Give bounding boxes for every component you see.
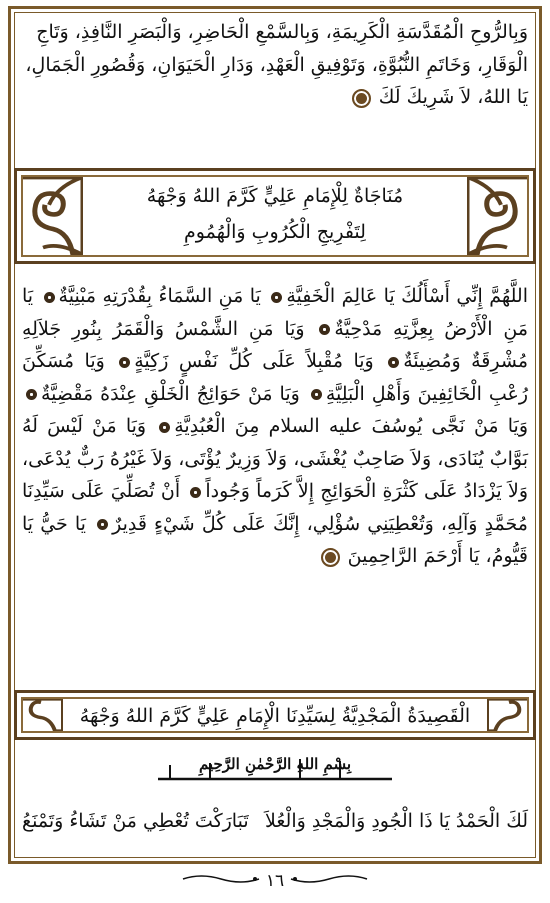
prayer-segment: وَيَا مَنْ حَوَائِجُ الْخَلْقِ عِنْدَهُ مَقْضِيَّةٌ — [41, 382, 300, 405]
arabesque-ornament-icon — [487, 699, 527, 731]
arabesque-ornament-icon — [23, 699, 63, 731]
prayer-segment: وَيَا مُقْبِلاً عَلَى كُلِّ نَفْسٍ زَكِيَّةٍ — [134, 350, 374, 372]
prayer-segment: وَيَا مَنِ الشَّمْسُ وَالْقَمَرُ بِنُورِ جَلاَلِهِ مُشْرِقَةٌ وَمُضِيئَةٌ — [22, 317, 528, 372]
flourish-left-icon — [181, 871, 261, 887]
title-banner-qasida — [14, 690, 536, 740]
text-line — [22, 81, 528, 114]
bullet-icon — [159, 422, 170, 433]
top-paragraph — [22, 16, 528, 114]
prayer-segment: يَا مَنِ السَّمَاءُ بِقُدْرَتِهِ مَبْنِيَّةٌ — [58, 285, 261, 307]
basmala-calligraphy — [150, 753, 400, 795]
poem-hemistich-second: تَبَارَكْتَ تُعْطِي مَنْ تَشَاءُ وَتَمْنَعُ — [22, 810, 249, 832]
prayer-segment: أَنْ تُصَلِّيَ عَلَى سَيِّدِنَا مُحَمَّدٍ وَآلِهِ، وَتُعْطِيَنِي سُؤْلِي، إِنَّكَ عَلَى كُلِّ شَيْءٍ قَدِيرٌ — [22, 480, 528, 535]
flourish-right-icon — [289, 871, 369, 887]
prayer-segment: وَيَا مُسَكِّنَ رُعْبِ الْخَائِفِينَ وَأَهْلِ الْبَلِيَّةِ — [22, 350, 528, 405]
banner-title-line: الْقَصِيدَةُ الْمَجْدِيَّةُ لِسَيِّدِنَا الْإِمَامِ عَلِيٍّ كَرَّمَ اللهُ وَجْهَهُ — [79, 705, 471, 727]
bullet-icon — [119, 357, 130, 368]
arabesque-ornament-icon — [23, 177, 83, 255]
bullet-icon — [311, 389, 322, 400]
banner-subtitle-line: لِتَفْرِيجِ الْكُرُوبِ وَالْهُمُومِ — [184, 221, 366, 243]
prayer-text — [22, 280, 528, 573]
rosette-icon — [352, 89, 371, 108]
arabesque-ornament-icon — [467, 177, 527, 255]
prayer-paragraph — [22, 280, 528, 573]
bullet-icon — [271, 292, 282, 303]
basmala-text: بِسْمِ اللهِ الرَّحْمٰنِ الرَّحِيمِ — [198, 755, 352, 773]
text-segment: يَا اللهُ، لاَ شَرِيكَ لَكَ — [378, 86, 528, 108]
title-banner-munajat — [14, 168, 536, 264]
bullet-icon — [26, 389, 37, 400]
bullet-icon — [319, 324, 330, 335]
prayer-segment: وَيَا مَنْ نَجَّى يُوسُفَ عليه السلام مِنَ الْعُبُدِيَّةِ — [174, 415, 528, 437]
prayer-segment: يَا حَيُّ يَا قَيُّومُ، يَا أَرْحَمَ الرَّاحِمِينَ — [22, 512, 528, 567]
prayer-segment: وَيَا مَنْ لَيْسَ لَهُ بَوَّابٌ يُنَادَى، وَلاَ صَاحِبٌ يُغْشَى، وَلاَ وَزِيرٌ يُؤْتَى، وَلاَ غَيْرُهُ رَبٌّ يُدْعَى، وَلاَ يَزْدَادُ عَلَى كَثْرَةِ الْحَوَائِجِ إِلاَّ كَرَماً وَجُوداً — [22, 415, 528, 502]
prayer-segment: اللَّهُمَّ إِنِّي أَسْأَلُكَ يَا عَالِمَ الْخَفِيَّةِ — [286, 285, 529, 307]
bullet-icon — [44, 292, 55, 303]
prayer-segment: يَا مَنِ الْأَرْضُ بِعِزَّتِهِ مَدْحِيَّةٌ — [22, 285, 528, 340]
poem-verse — [22, 810, 528, 832]
text-line: الْوَقَارِ، وَخَاتَمِ النُّبُوَّةِ، وَتَوْفِيقِ الْعَهْدِ، وَدَارِ الْحَيَوَانِ، وَقُصُورِ الْجَمَالِ، — [25, 53, 528, 76]
page-number: ١٦ — [265, 871, 285, 891]
banner-title-line: مُنَاجَاةٌ لِلْإِمَامِ عَلِيٍّ كَرَّمَ اللهُ وَجْهَهُ — [146, 185, 404, 207]
bullet-icon — [97, 519, 108, 530]
poem-hemistich-first: لَكَ الْحَمْدُ يَا ذَا الْجُودِ وَالْمَجْدِ وَالْعُلاَ — [265, 810, 528, 832]
text-line: وَبِالرُّوحِ الْمُقَدَّسَةِ الْكَرِيمَةِ، وَبِالسَّمْعِ الْحَاضِرِ، وَالْبَصَرِ النَّافِذِ، وَتَاجِ — [36, 21, 528, 43]
rosette-icon — [321, 548, 340, 567]
bullet-icon — [388, 357, 399, 368]
bullet-icon — [190, 487, 201, 498]
page-footer — [0, 868, 550, 898]
